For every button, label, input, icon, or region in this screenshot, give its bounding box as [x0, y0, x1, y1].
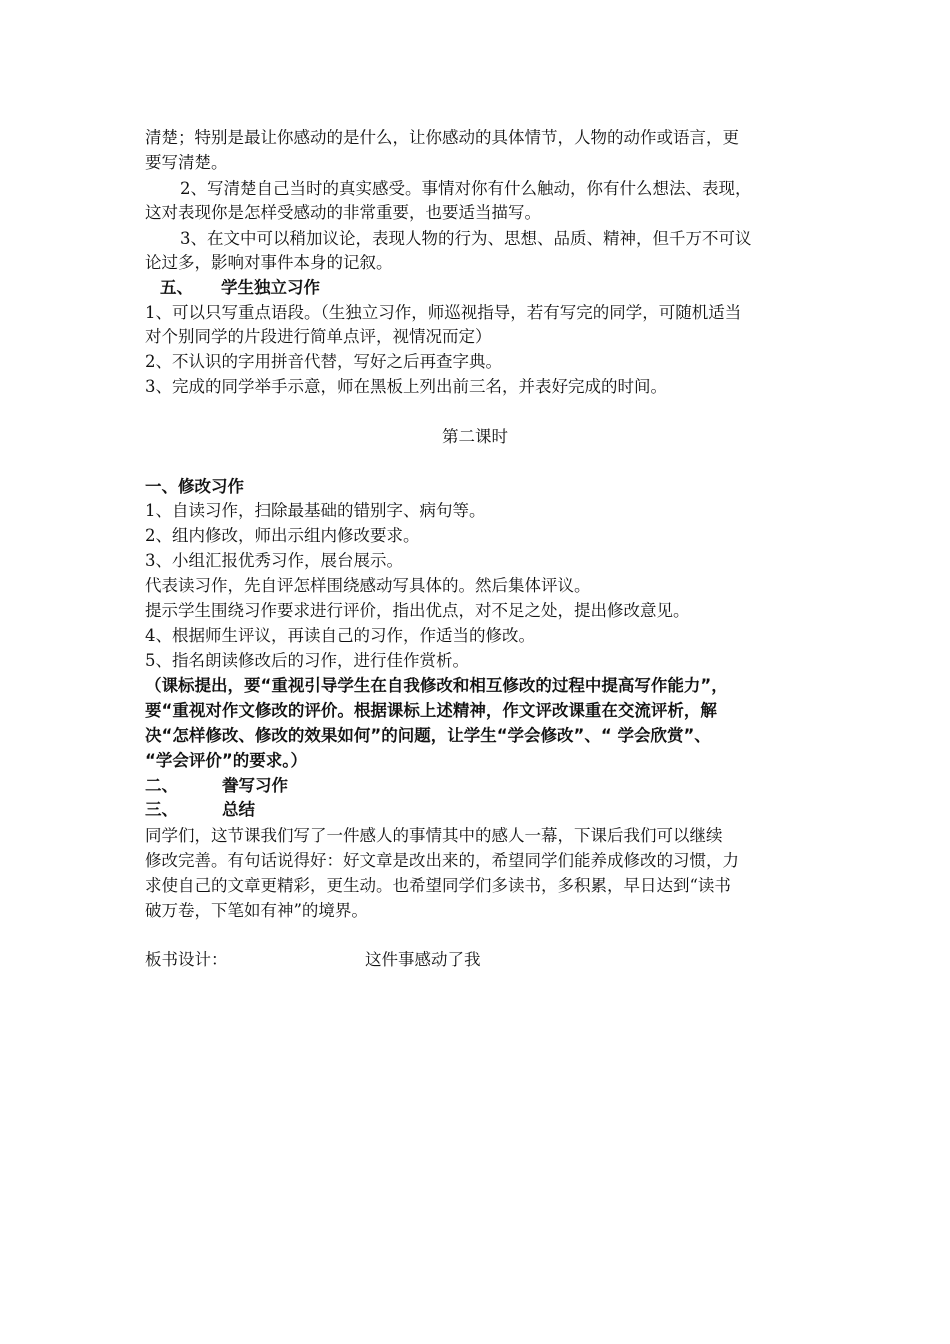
board-design-title: 这件事感动了我 — [365, 950, 481, 969]
summary-line: 求使自己的文章更精彩，更生动。也希望同学们多读书，多积累，早日达到“读书 — [145, 876, 731, 895]
section-heading-1: 一、修改习作 — [145, 477, 244, 496]
board-design-label: 板书设计： — [145, 950, 228, 969]
list-item: 4、根据师生评议，再读自己的习作，作适当的修改。 — [145, 626, 535, 645]
section-heading-3 — [145, 798, 255, 822]
paragraph: 提示学生围绕习作要求进行评价，指出优点，对不足之处，提出修改意见。 — [145, 601, 690, 620]
paragraph-continuation-line: 清楚；特别是最让你感动的是什么，让你感动的具体情节，人物的动作或语言，更 — [145, 128, 739, 147]
section-number: 五、 — [160, 278, 193, 297]
section-heading-5 — [160, 276, 320, 300]
list-item: 5、指名朗读修改后的习作，进行佳作赏析。 — [145, 651, 469, 670]
list-item: 1、可以只写重点语段。（生独立习作，师巡视指导，若有写完的同学，可随机适当 — [145, 303, 742, 322]
point-3-line: 论过多，影响对事件本身的记叙。 — [145, 253, 393, 272]
curriculum-note-line: 决“怎样修改、修改的效果如何”的问题，让学生“学会修改”、“ 学会欣赏”、 — [145, 726, 711, 745]
paragraph-continuation-line: 要写清楚。 — [145, 153, 228, 172]
section-title: 学生独立习作 — [221, 278, 320, 297]
list-item: 对个别同学的片段进行简单点评，视情况而定） — [145, 327, 492, 346]
section-heading-2 — [145, 774, 288, 798]
section-number: 三、 — [145, 800, 178, 819]
list-item: 3、小组汇报优秀习作，展台展示。 — [145, 551, 403, 570]
curriculum-note-line: （课标提出，要“重视引导学生在自我修改和相互修改的过程中提高写作能力”， — [145, 676, 728, 695]
summary-line: 修改完善。有句话说得好：好文章是改出来的，希望同学们能养成修改的习惯，力 — [145, 851, 739, 870]
summary-line: 同学们，这节课我们写了一件感人的事情其中的感人一幕，下课后我们可以继续 — [145, 826, 723, 845]
paragraph: 代表读习作，先自评怎样围绕感动写具体的。然后集体评议。 — [145, 576, 591, 595]
list-item: 1、自读习作，扫除最基础的错别字、病句等。 — [145, 501, 486, 520]
list-item: 2、不认识的字用拼音代替，写好之后再查字典。 — [145, 352, 502, 371]
curriculum-note-line: 要“重视对作文修改的评价。根据课标上述精神，作文评改课重在交流评析，解 — [145, 701, 717, 720]
section-title: 誊写习作 — [222, 776, 288, 795]
lesson-heading: 第二课时 — [442, 427, 508, 446]
point-3-line: 3、在文中可以稍加议论，表现人物的行为、思想、品质、精神，但千万不可议 — [180, 229, 752, 248]
summary-line: 破万卷，下笔如有神”的境界。 — [145, 901, 368, 920]
section-number: 二、 — [145, 776, 178, 795]
point-2-line: 这对表现你是怎样受感动的非常重要，也要适当描写。 — [145, 203, 541, 222]
list-item: 3、完成的同学举手示意，师在黑板上列出前三名，并表好完成的时间。 — [145, 377, 667, 396]
point-2-line: 2、写清楚自己当时的真实感受。事情对你有什么触动，你有什么想法、表现， — [180, 179, 752, 198]
curriculum-note-line: “学会评价”的要求。） — [145, 751, 307, 770]
section-title: 总结 — [222, 800, 255, 819]
list-item: 2、组内修改，师出示组内修改要求。 — [145, 526, 420, 545]
